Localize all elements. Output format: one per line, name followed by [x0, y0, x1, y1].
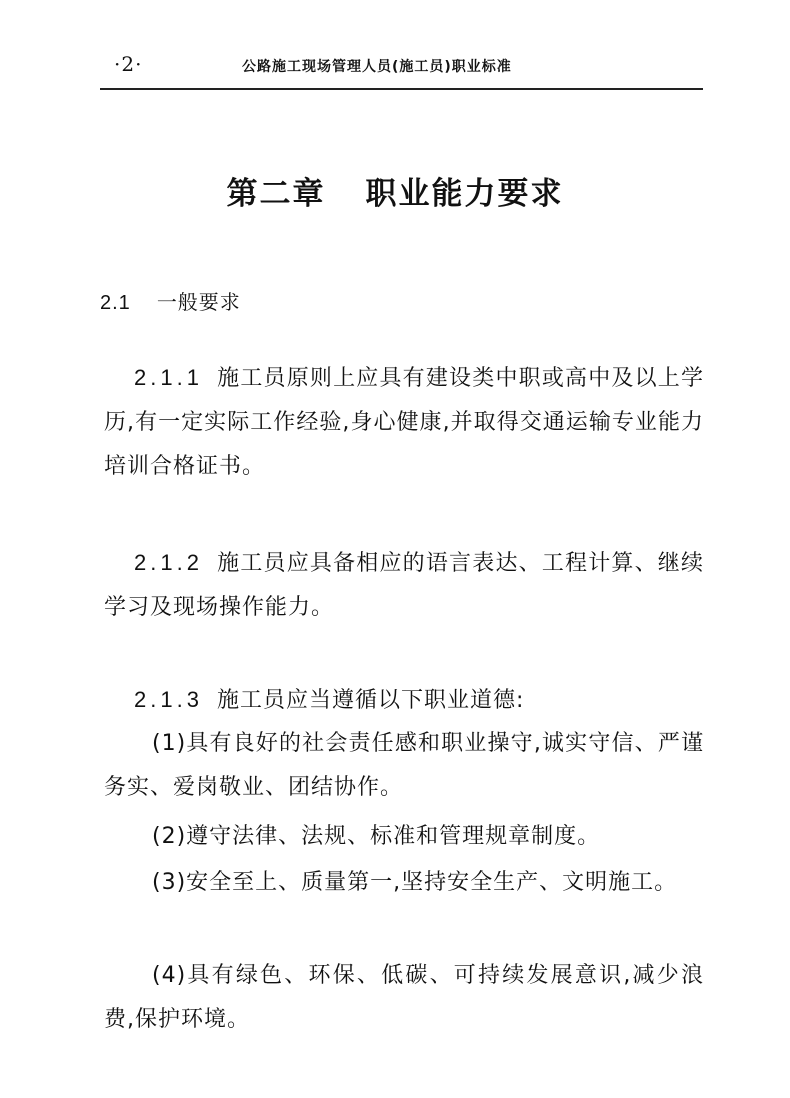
clause-number: 2.1.2: [134, 550, 203, 575]
clause-text: 施工员原则上应具有建设类中职或高中及以上学历,有一定实际工作经验,身心健康,并取得交通运输专业能力培训合格证书。: [104, 366, 704, 479]
clause-text: 施工员应具备相应的语言表达、工程计算、继续学习及现场操作能力。: [104, 551, 704, 620]
clause-2-1-1: [104, 356, 704, 489]
list-item: (3)安全至上、质量第一,坚持安全生产、文明施工。: [152, 870, 678, 895]
section-number: 2.1: [100, 292, 131, 314]
clause-text: 施工员应当遵循以下职业道德:: [216, 688, 525, 713]
page-header: [100, 40, 703, 90]
clause-2-1-3: [104, 678, 704, 723]
chapter-label: 第二章: [226, 176, 326, 212]
clause-number: 2.1.1: [134, 365, 203, 390]
section-title: 一般要求: [156, 290, 241, 314]
clause-number: 2.1.3: [134, 687, 203, 712]
running-title: 公路施工现场管理人员(施工员)职业标准: [242, 59, 512, 75]
clause-2-1-2: [104, 541, 704, 630]
list-item: (2)遵守法律、法规、标准和管理规章制度。: [152, 824, 601, 849]
list-item: (1)具有良好的社会责任感和职业操守,诚实守信、严谨务实、爱岗敬业、团结协作。: [104, 731, 704, 800]
chapter-name: 职业能力要求: [365, 176, 564, 212]
list-item: (4)具有绿色、环保、低碳、可持续发展意识,减少浪费,保护环境。: [104, 963, 704, 1032]
section-heading: [100, 286, 241, 315]
chapter-title: [0, 168, 790, 213]
page-number: ·2·: [114, 52, 143, 76]
